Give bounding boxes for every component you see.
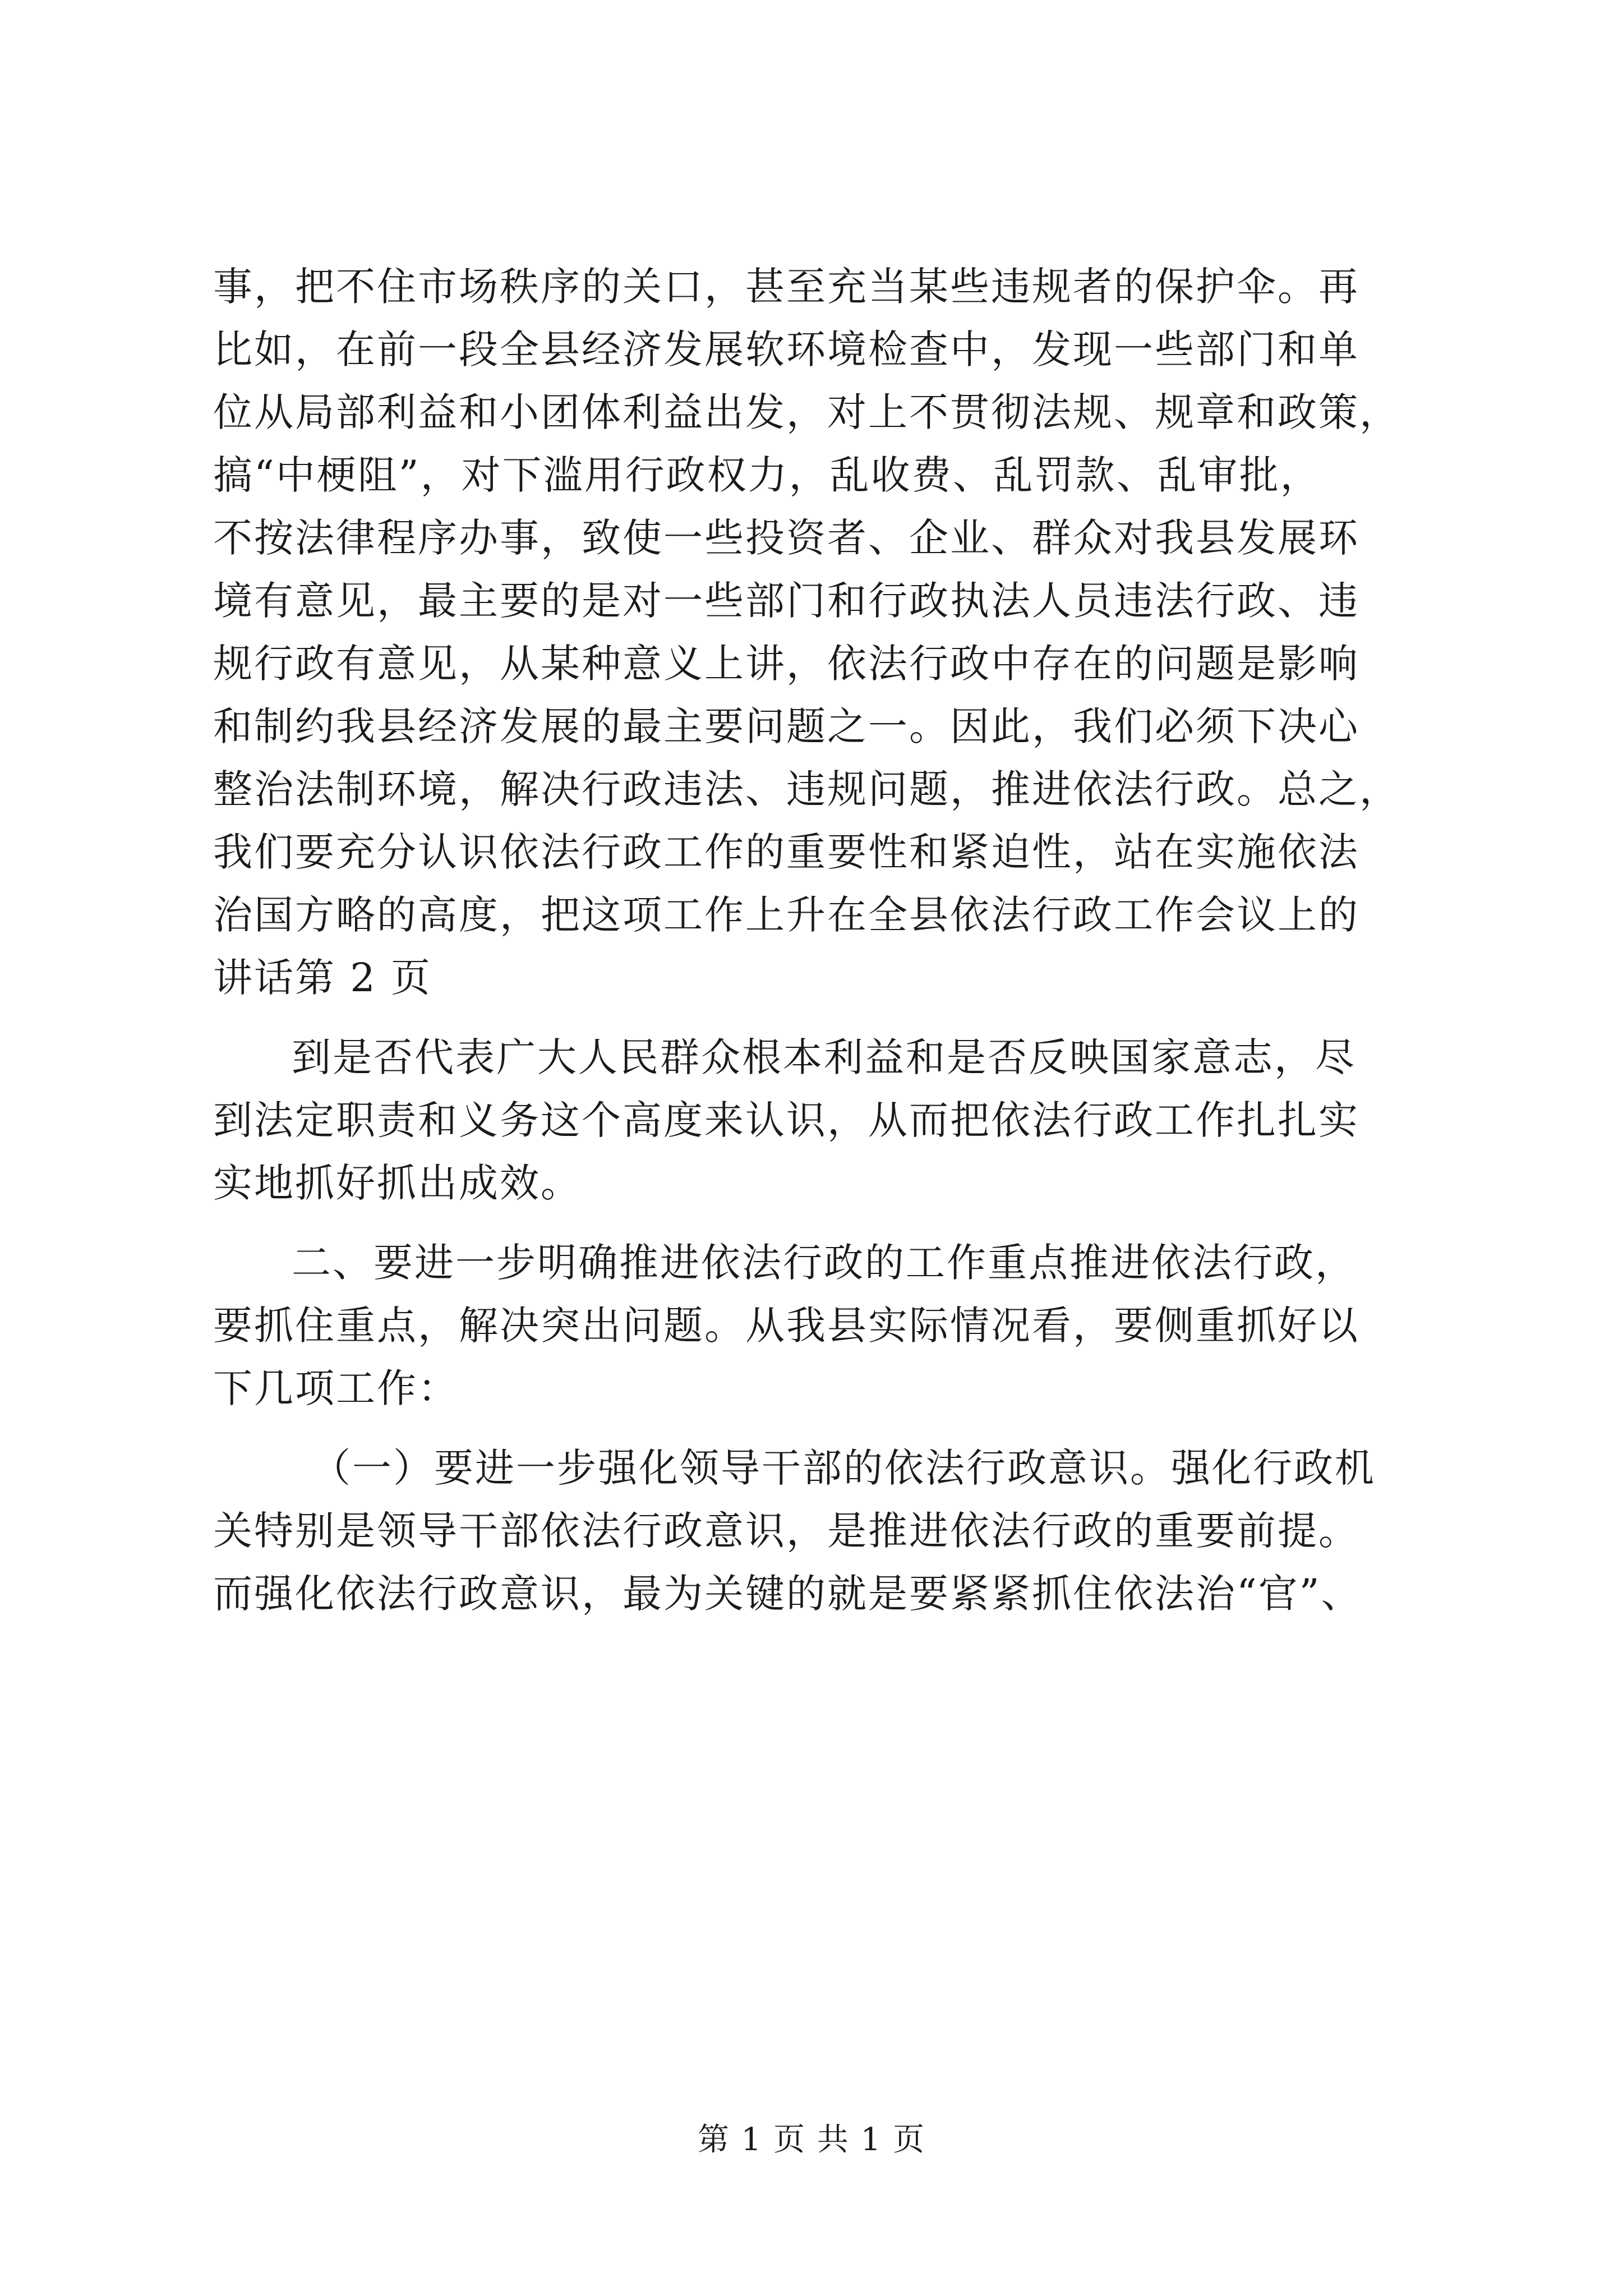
text-line: 实地抓好抓出成效。 [213, 1160, 582, 1206]
text-line: 境有意见，最主要的是对一些部门和行政执法人员违法行政、违 [213, 578, 1359, 624]
paragraph [213, 255, 1413, 1009]
text-line: 而强化依法行政意识，最为关键的就是要紧紧抓住依法治“官”、 [213, 1571, 1362, 1617]
paragraph-gap [213, 1009, 1413, 1026]
text-line: 位从局部利益和小团体利益出发，对上不贯彻法规、规章和政策， [213, 389, 1400, 435]
text-line: 不按法律程序办事，致使一些投资者、企业、群众对我县发展环 [213, 515, 1359, 561]
paragraph-gap [213, 1214, 1413, 1231]
text-line: 要抓住重点，解决突出问题。从我县实际情况看，要侧重抓好以 [213, 1303, 1359, 1349]
text-line: 讲话第 2 页 [213, 955, 432, 1001]
text-line: 我们要充分认识依法行政工作的重要性和紧迫性，站在实施依法 [213, 829, 1359, 875]
paragraph [213, 1231, 1413, 1420]
text-line: 规行政有意见，从某种意义上讲，依法行政中存在的问题是影响 [213, 641, 1359, 687]
text-line: 到法定职责和义务这个高度来认识，从而把依法行政工作扎扎实 [213, 1097, 1359, 1143]
text-line: 整治法制环境，解决行政违法、违规问题，推进依法行政。总之， [213, 766, 1400, 812]
text-line: 二、要进一步明确推进依法行政的工作重点推进依法行政， [292, 1240, 1356, 1286]
text-line: 比如，在前一段全县经济发展软环境检查中，发现一些部门和单 [213, 326, 1359, 372]
text-line: 治国方略的高度，把这项工作上升在全县依法行政工作会议上的 [213, 892, 1359, 938]
text-line: 和制约我县经济发展的最主要问题之一。因此，我们必须下决心 [213, 703, 1359, 749]
text-line: 事，把不住市场秩序的关口，甚至充当某些违规者的保护伞。再 [213, 264, 1359, 310]
page-footer: 第 1 页 共 1 页 [697, 2122, 926, 2158]
text-line: 关特别是领导干部依法行政意识，是推进依法行政的重要前提。 [213, 1508, 1359, 1554]
text-line: 到是否代表广大人民群众根本利益和是否反映国家意志，尽 [292, 1034, 1356, 1080]
paragraph [213, 1437, 1413, 1625]
paragraph-gap [213, 1420, 1413, 1437]
text-line: 下几项工作： [213, 1365, 459, 1411]
paragraph [213, 1026, 1413, 1214]
document-body [213, 255, 1413, 1625]
text-line: （一）要进一步强化领导干部的依法行政意识。强化行政机 [311, 1445, 1376, 1491]
text-line: 搞“中梗阻”，对下滥用行政权力，乱收费、乱罚款、乱审批， [213, 452, 1321, 498]
